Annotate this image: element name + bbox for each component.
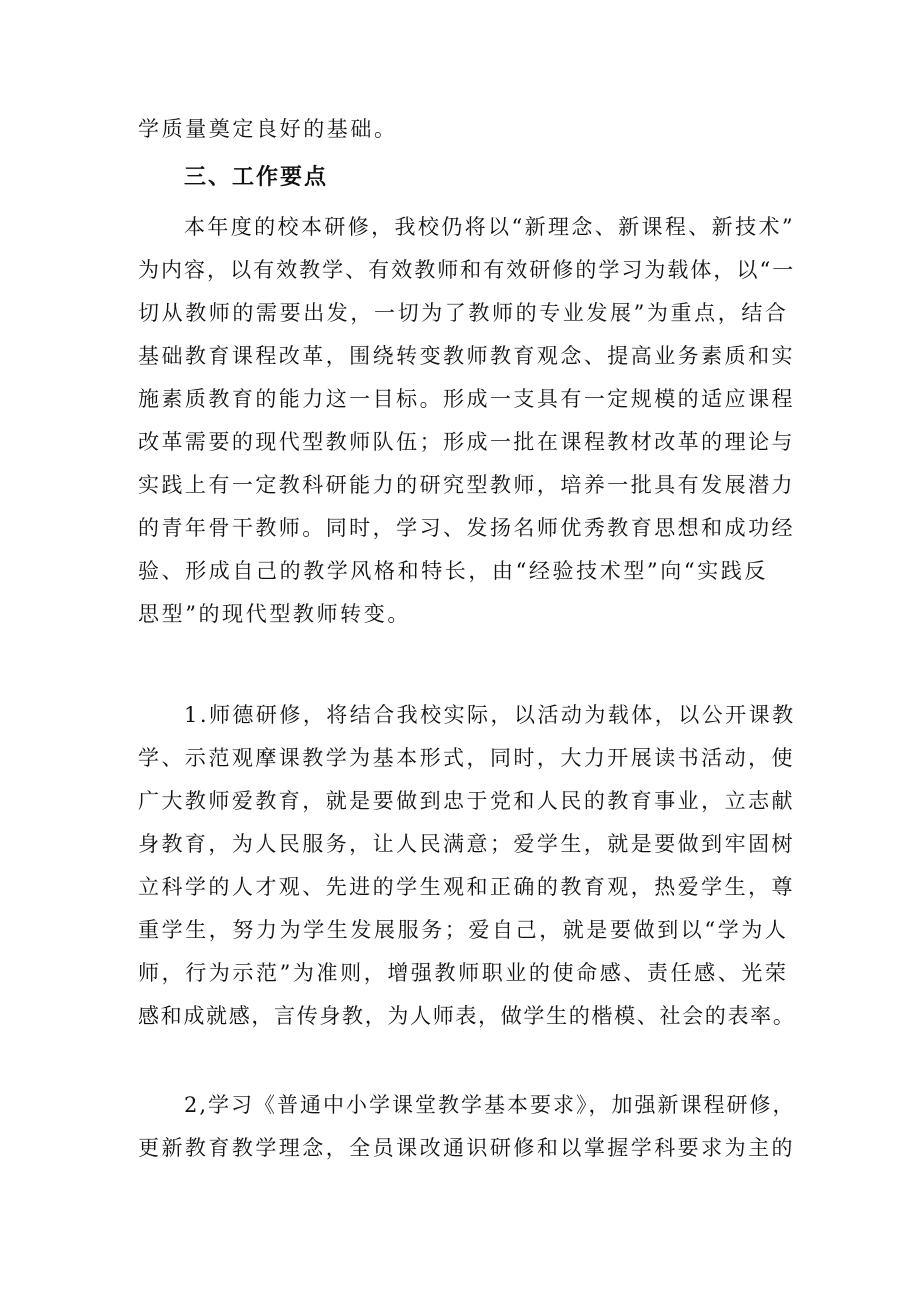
text-line: 1.师德研修，将结合我校实际，以活动为载体，以公开课教 bbox=[184, 703, 796, 727]
text-line: 思型”的现代型教师转变。 bbox=[138, 602, 411, 626]
text-line: 切从教师的需要出发，一切为了教师的专业发展”为重点，结合 bbox=[138, 301, 789, 325]
text-line: 实践上有一定教科研能力的研究型教师，培养一批具有发展潜力 bbox=[138, 473, 795, 497]
text-line: 更新教育教学理念，全员课改通识研修和以掌握学科要求为主的 bbox=[138, 1136, 795, 1160]
text-line: 为内容，以有效教学、有效教师和有效研修的学习为载体，以“一 bbox=[138, 258, 796, 282]
text-line: 学质量奠定良好的基础。 bbox=[138, 117, 398, 141]
section-heading: 三、工作要点 bbox=[184, 165, 329, 190]
text-line: 师，行为示范”为准则，增强教师职业的使命感、责任感、光荣 bbox=[138, 961, 789, 985]
text-line: 施素质教育的能力这一目标。形成一支具有一定规模的适应课程 bbox=[138, 387, 795, 411]
text-line: 基础教育课程改革，围绕转变教师教育观念、提高业务素质和实 bbox=[138, 344, 795, 368]
text-line: 感和成就感，言传身教，为人师表，做学生的楷模、社会的表率。 bbox=[138, 1004, 796, 1028]
text-line: 身教育，为人民服务，让人民满意；爱学生，就是要做到牢固树 bbox=[138, 832, 795, 856]
paragraph-teacher-ethics bbox=[138, 694, 798, 1038]
text-line: 2,学习《普通中小学课堂教学基本要求》，加强新课程研修， bbox=[184, 1093, 796, 1117]
text-line: 验、形成自己的教学风格和特长，由“经验技术型”向“实践反 bbox=[138, 559, 769, 583]
text-line: 本年度的校本研修，我校仍将以“新理念、新课程、新技术” bbox=[184, 215, 795, 239]
text-line: 立科学的人才观、先进的学生观和正确的教育观，热爱学生，尊 bbox=[138, 875, 795, 899]
paragraph-work-points bbox=[138, 206, 798, 636]
intro-text bbox=[138, 108, 798, 151]
text-line: 学、示范观摩课教学为基本形式，同时，大力开展读书活动，使 bbox=[138, 746, 795, 770]
text-line: 的青年骨干教师。同时，学习、发扬名师优秀教育思想和成功经 bbox=[138, 516, 795, 540]
paragraph-curriculum-study bbox=[138, 1084, 798, 1170]
text-line: 改革需要的现代型教师队伍；形成一批在课程教材改革的理论与 bbox=[138, 430, 795, 454]
text-line: 广大教师爱教育，就是要做到忠于党和人民的教育事业，立志献 bbox=[138, 789, 795, 813]
text-line: 重学生，努力为学生发展服务；爱自己，就是要做到以“学为人 bbox=[138, 918, 789, 942]
